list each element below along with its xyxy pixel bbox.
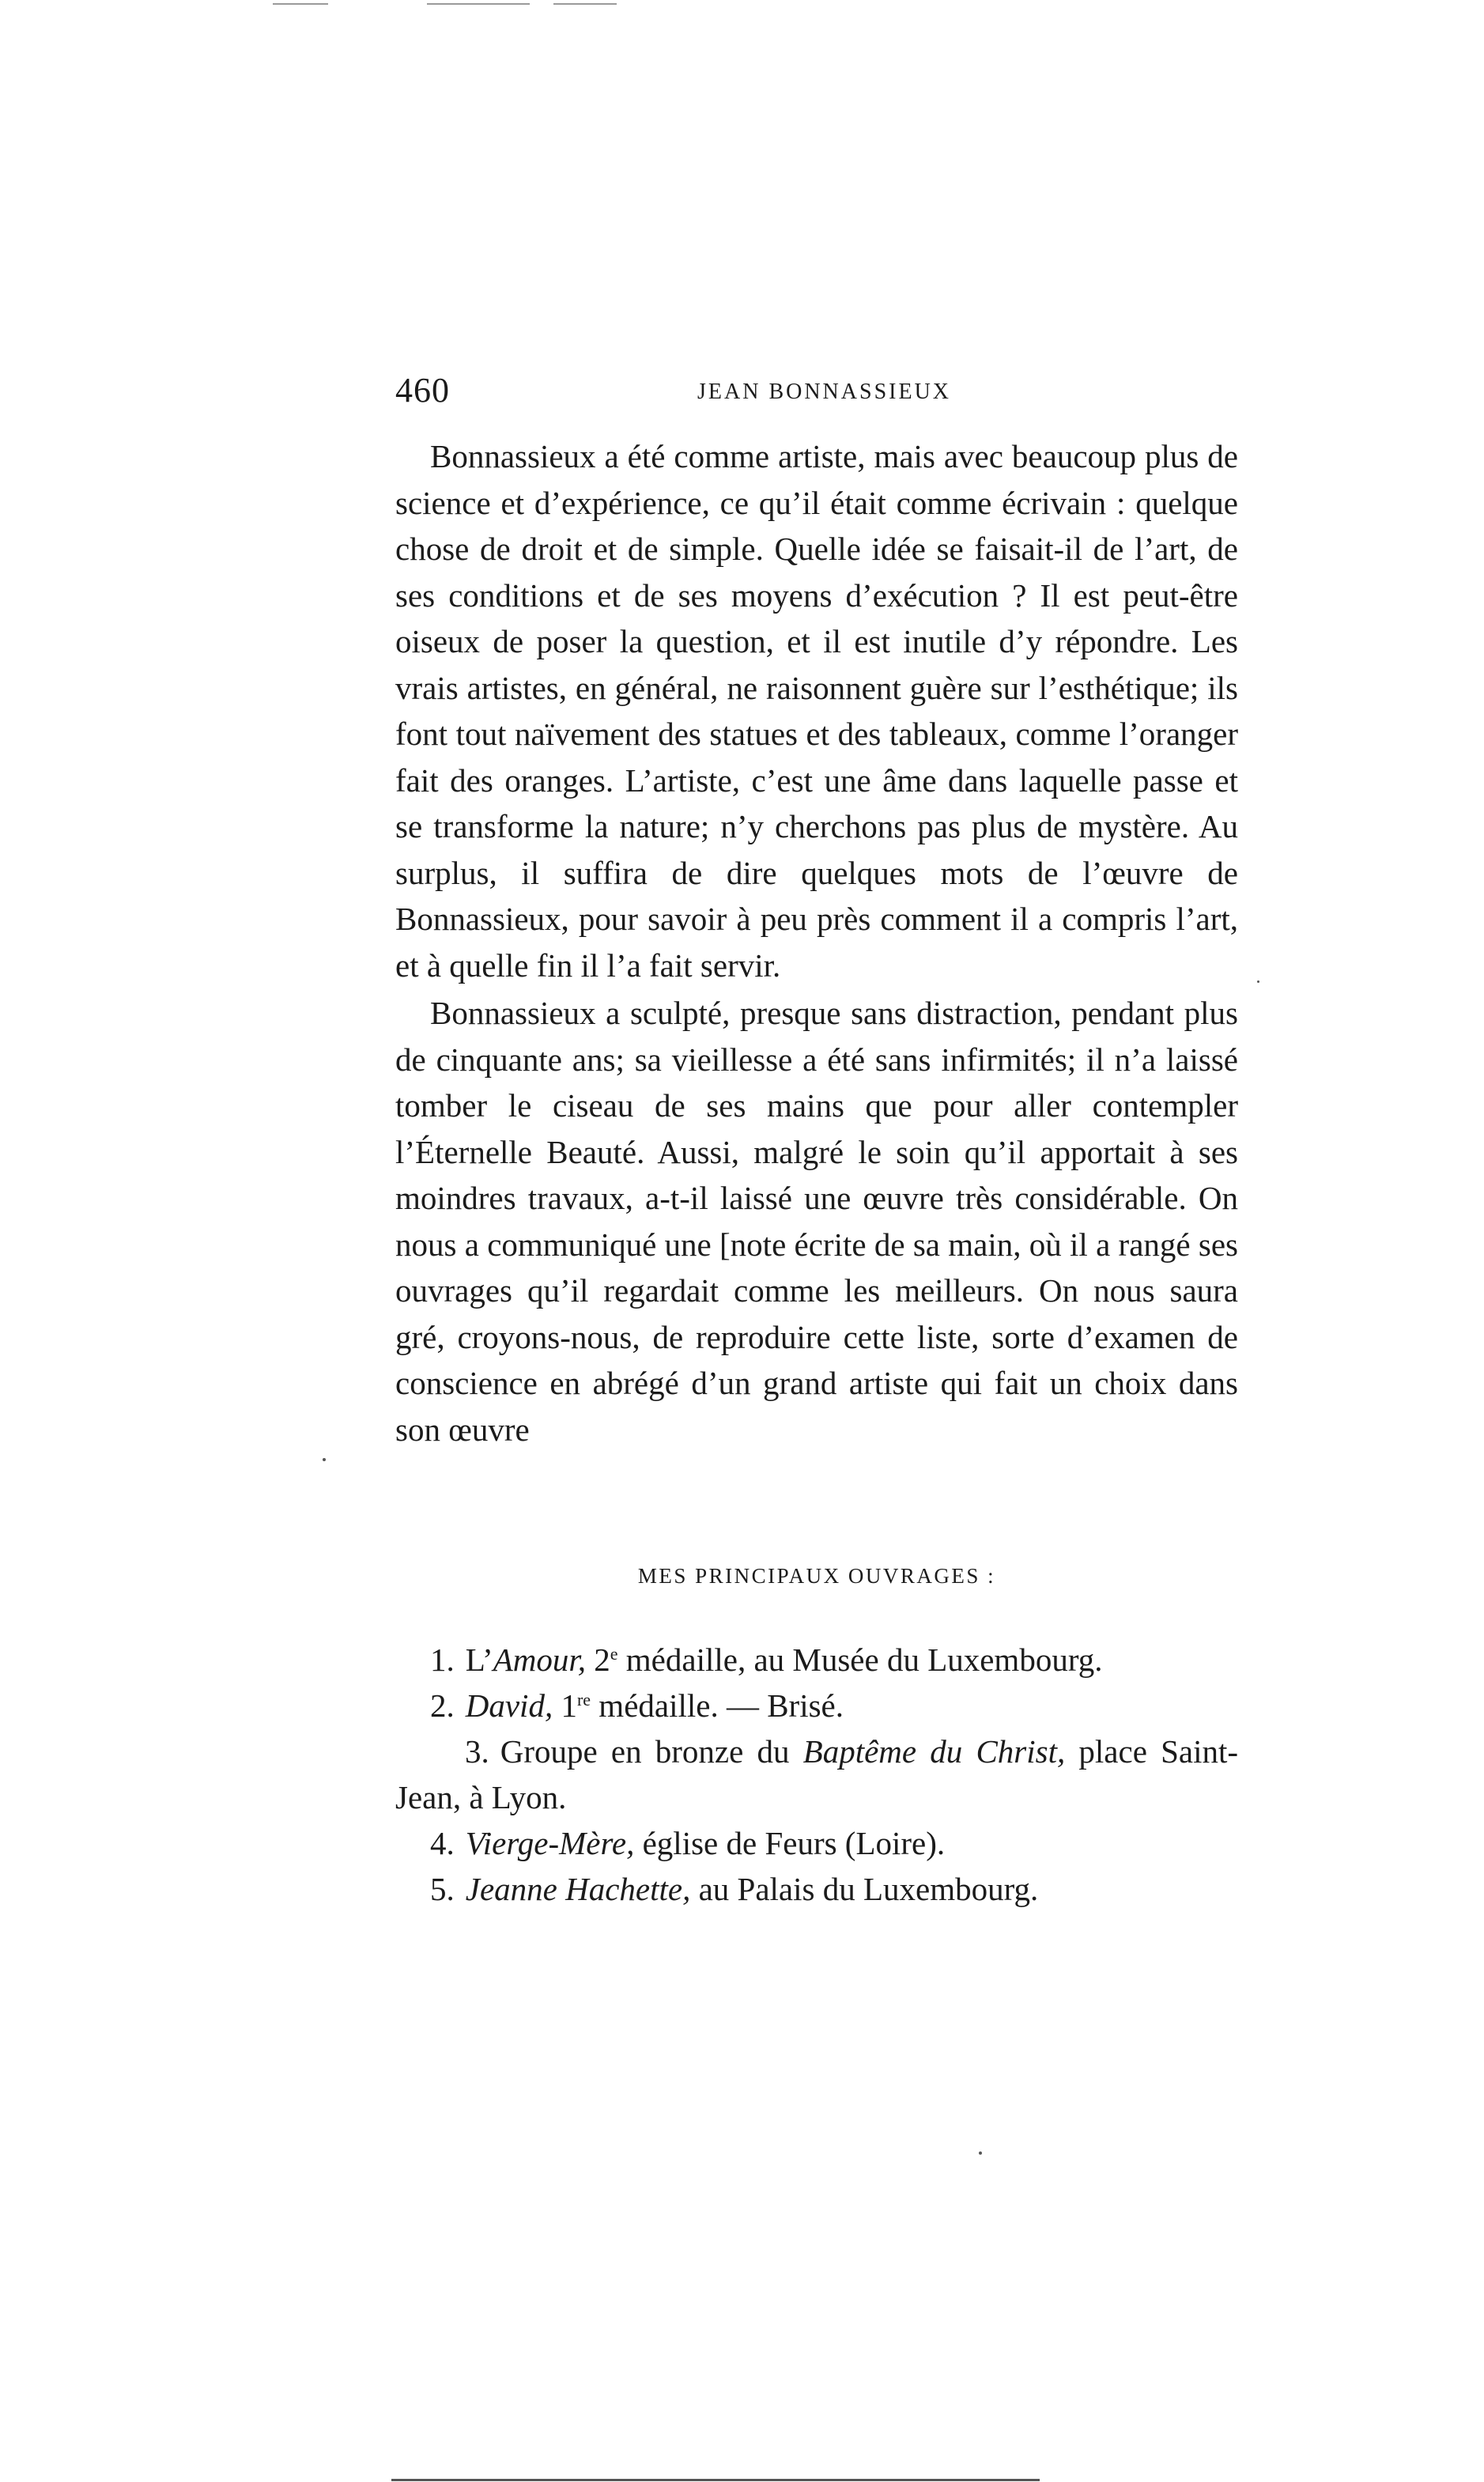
medal-ordinal: 2 [594,1641,610,1678]
ordinal-suffix: re [576,1690,591,1709]
list-item [395,1728,1238,1820]
item-prefix: Groupe en bronze du [500,1733,790,1770]
item-description: médaille. — Brisé. [599,1687,844,1724]
paper-speck [323,1458,326,1461]
ordinal-suffix: e [610,1644,618,1664]
item-description: place Saint-Jean, à Lyon. [395,1733,1238,1815]
medal-ordinal: 1 [561,1687,577,1724]
item-description: médaille, au Musée du Luxembourg. [625,1641,1103,1678]
bottom-edge-rule [391,2479,1040,2481]
works-list [395,1637,1238,1912]
section-heading: MES PRINCIPAUX OUVRAGES : [637,1564,996,1588]
work-title: Vierge-Mère, [465,1825,635,1861]
item-number: 2. [430,1687,455,1724]
top-edge-mark [427,3,530,5]
paragraph: Bonnassieux a été comme artiste, mais avec beaucoup plus de science et d’expérience, ce qu’il était comme écrivain : quelque chose de droit et de simple. Quelle idée se faisait-il de l’art, de ses conditions et de ses moyens d’exécution ? Il est peut-être oiseux de poser la question, et il est inutile d’y répondre. Les vrais artistes, en général, ne raisonnent guère sur l’esthétique; ils font tout naïvement des statues et des tableaux, comme l’oranger fait des oranges. L’artiste, c’est une âme dans laquelle passe et se transforme la nature; n’y cherchons pas plus de mystère. Au surplus, il suffira de dire quelques mots de l’œuvre de Bonnassieux, pour savoir à peu près comment il a compris l’art, et à quelle fin il l’a fait servir. [395,438,1238,984]
list-item [395,1683,1238,1728]
item-number: 1. [430,1641,455,1678]
page-number: 460 [395,371,450,410]
list-item [395,1637,1238,1683]
item-prefix: L’ [465,1641,493,1678]
work-title: Amour, [493,1641,587,1678]
page-header [395,370,1245,417]
running-head: JEAN BONNASSIEUX [697,380,952,404]
item-description: église de Feurs (Loire). [642,1825,946,1861]
work-title: David, [465,1687,553,1724]
item-number: 4. [430,1825,455,1861]
paper-speck [979,2151,982,2155]
list-item [395,1820,1238,1866]
top-edge-mark [553,3,617,5]
item-description: au Palais du Luxembourg. [698,1871,1039,1907]
top-edge-mark [273,3,328,5]
paragraph: Bonnassieux a sculpté, presque sans distraction, pendant plus de cinquante ans; sa vieillesse a été sans infirmités; il n’a laissé tomber le ciseau de ses mains que pour aller contempler l’Éternelle Beauté. Aussi, malgré le soin qu’il apportait à ses moindres travaux, a-t-il laissé une œuvre très considérable. On nous a communiqué une [note écrite de sa main, où il a rangé ses ouvrages qu’il regardait comme les meilleurs. On nous saura gré, croyons-nous, de reproduire cette liste, sorte d’examen de conscience en abrégé d’un grand artiste qui fait un choix dans son œuvre [395,995,1238,1448]
work-title: Jeanne Hachette, [465,1871,691,1907]
item-number: 5. [430,1871,455,1907]
paper-speck [1257,980,1259,983]
body-text [395,433,1238,1453]
work-title: Baptême du Christ, [802,1733,1066,1770]
item-number: 3. [465,1733,489,1770]
list-item [395,1866,1238,1912]
